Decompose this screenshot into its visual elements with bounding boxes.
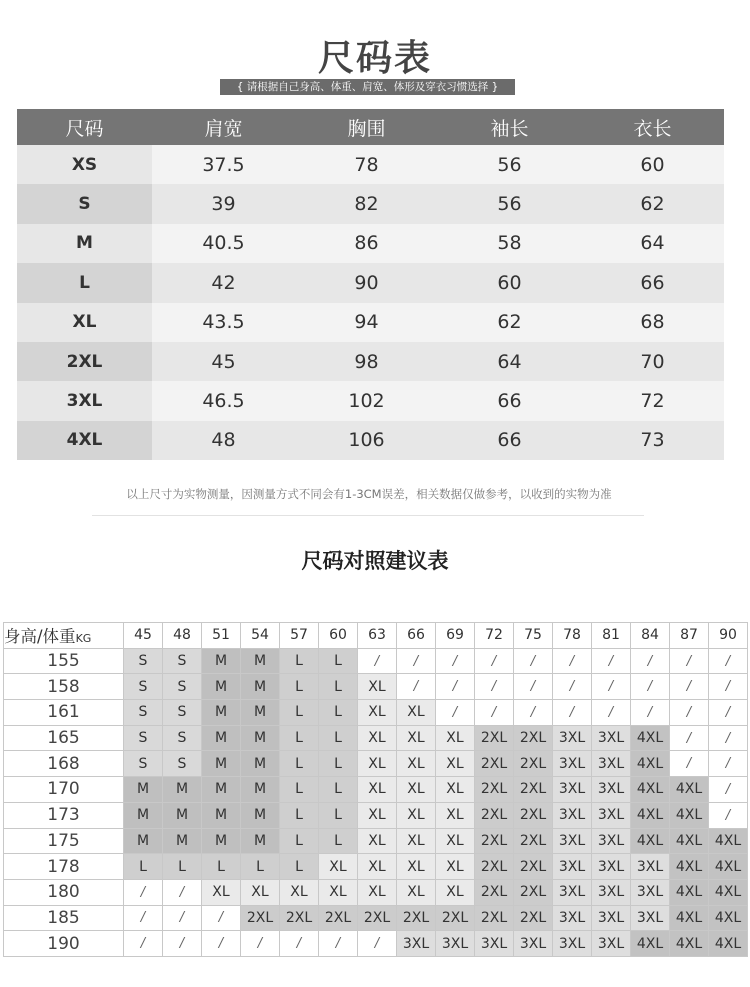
size-header-cell: 胸围 [295, 109, 438, 145]
size-suggestion-cell: M [124, 828, 163, 854]
size-suggestion-cell: L [280, 802, 319, 828]
size-suggestion-cell: 3XL [631, 854, 670, 880]
size-suggestion-cell: / [592, 674, 631, 700]
page-title: 尺码表 [317, 38, 432, 79]
size-suggestion-cell: / [202, 931, 241, 957]
measurement-cell: 60 [581, 145, 724, 184]
table-row [17, 145, 724, 184]
size-suggestion-cell: XL [397, 751, 436, 777]
size-suggestion-cell: M [241, 648, 280, 674]
height-cell: 185 [4, 905, 124, 931]
size-suggestion-cell: / [670, 648, 709, 674]
measurement-cell: 37.5 [152, 145, 295, 184]
size-recommendation-table [3, 622, 748, 957]
size-suggestion-cell: M [241, 751, 280, 777]
table-row [17, 224, 724, 263]
size-suggestion-cell: / [397, 674, 436, 700]
size-suggestion-cell: / [709, 674, 748, 700]
size-suggestion-cell: 3XL [553, 725, 592, 751]
size-suggestion-cell: S [163, 725, 202, 751]
size-chart-table [17, 109, 724, 460]
measurement-cell: 62 [581, 184, 724, 223]
size-suggestion-cell: / [358, 648, 397, 674]
table-row [4, 700, 748, 726]
height-cell: 175 [4, 828, 124, 854]
size-suggestion-cell: S [124, 725, 163, 751]
size-suggestion-cell: / [631, 648, 670, 674]
size-suggestion-cell: M [202, 648, 241, 674]
table-row [4, 725, 748, 751]
size-suggestion-cell: / [670, 725, 709, 751]
size-suggestion-cell: M [163, 828, 202, 854]
size-suggestion-cell: M [124, 802, 163, 828]
size-suggestion-cell: 2XL [475, 828, 514, 854]
size-suggestion-cell: XL [358, 879, 397, 905]
size-suggestion-cell: / [319, 931, 358, 957]
measurement-cell: 78 [295, 145, 438, 184]
size-suggestion-cell: / [631, 674, 670, 700]
size-suggestion-cell: M [241, 725, 280, 751]
table-row [4, 802, 748, 828]
size-suggestion-cell: 2XL [514, 879, 553, 905]
size-suggestion-cell: / [709, 751, 748, 777]
measurement-cell: 73 [581, 421, 724, 460]
weight-header-cell: 66 [397, 623, 436, 649]
size-suggestion-cell: 3XL [397, 931, 436, 957]
size-suggestion-cell: XL [436, 879, 475, 905]
size-suggestion-cell: 3XL [436, 931, 475, 957]
table-row [17, 263, 724, 302]
size-suggestion-cell: S [163, 700, 202, 726]
size-suggestion-cell: XL [358, 700, 397, 726]
measurement-cell: 56 [438, 184, 581, 223]
size-suggestion-cell: 4XL [670, 854, 709, 880]
size-suggestion-cell: / [592, 700, 631, 726]
size-suggestion-cell: XL [436, 802, 475, 828]
size-suggestion-cell: / [709, 777, 748, 803]
size-suggestion-cell: / [163, 879, 202, 905]
size-suggestion-cell: L [280, 674, 319, 700]
size-suggestion-cell: / [709, 802, 748, 828]
size-suggestion-cell: L [280, 828, 319, 854]
size-label-cell: XL [17, 303, 152, 342]
size-suggestion-cell: XL [358, 854, 397, 880]
size-suggestion-cell: S [124, 700, 163, 726]
size-suggestion-cell: XL [397, 777, 436, 803]
measurement-cell: 58 [438, 224, 581, 263]
size-suggestion-cell: 2XL [358, 905, 397, 931]
size-suggestion-cell: / [436, 648, 475, 674]
measurement-cell: 39 [152, 184, 295, 223]
measurement-cell: 68 [581, 303, 724, 342]
size-suggestion-cell: S [124, 751, 163, 777]
size-suggestion-cell: L [241, 854, 280, 880]
weight-header-cell: 54 [241, 623, 280, 649]
size-suggestion-cell: M [202, 802, 241, 828]
size-suggestion-cell: 2XL [280, 905, 319, 931]
size-suggestion-cell: / [280, 931, 319, 957]
table-row [17, 184, 724, 223]
size-suggestion-cell: L [280, 648, 319, 674]
size-suggestion-cell: XL [202, 879, 241, 905]
table-row [4, 854, 748, 880]
size-suggestion-cell: 3XL [592, 777, 631, 803]
size-suggestion-cell: 4XL [709, 879, 748, 905]
size-suggestion-cell: 3XL [592, 751, 631, 777]
size-suggestion-cell: XL [397, 828, 436, 854]
table-row [17, 342, 724, 381]
size-suggestion-cell: XL [358, 751, 397, 777]
size-suggestion-cell: 4XL [709, 828, 748, 854]
size-suggestion-cell: 3XL [553, 931, 592, 957]
measurement-cell: 98 [295, 342, 438, 381]
height-cell: 180 [4, 879, 124, 905]
size-header-cell: 衣长 [581, 109, 724, 145]
table-row [4, 648, 748, 674]
weight-header-cell: 48 [163, 623, 202, 649]
size-suggestion-cell: 2XL [319, 905, 358, 931]
size-suggestion-cell: / [709, 700, 748, 726]
table-row [17, 381, 724, 420]
size-suggestion-cell: 3XL [553, 828, 592, 854]
size-suggestion-cell: / [358, 931, 397, 957]
size-header-cell: 袖长 [438, 109, 581, 145]
size-suggestion-cell: 2XL [514, 777, 553, 803]
size-suggestion-cell: / [709, 648, 748, 674]
size-suggestion-cell: 3XL [592, 828, 631, 854]
size-suggestion-cell: 2XL [397, 905, 436, 931]
size-suggestion-cell: / [202, 905, 241, 931]
size-suggestion-cell: S [124, 648, 163, 674]
size-suggestion-cell: L [124, 854, 163, 880]
size-suggestion-cell: L [319, 751, 358, 777]
size-suggestion-cell: 3XL [592, 854, 631, 880]
size-suggestion-cell: / [475, 648, 514, 674]
size-suggestion-cell: M [241, 802, 280, 828]
table-row [17, 303, 724, 342]
size-suggestion-cell: M [202, 751, 241, 777]
measurement-cell: 60 [438, 263, 581, 302]
size-label-cell: 4XL [17, 421, 152, 460]
size-suggestion-cell: 2XL [436, 905, 475, 931]
recommend-title: 尺码对照建议表 [301, 548, 449, 573]
size-suggestion-cell: 3XL [592, 931, 631, 957]
measurement-cell: 106 [295, 421, 438, 460]
measurement-cell: 42 [152, 263, 295, 302]
size-suggestion-cell: M [241, 674, 280, 700]
size-suggestion-cell: / [553, 674, 592, 700]
measurement-cell: 66 [438, 381, 581, 420]
size-suggestion-cell: 2XL [475, 751, 514, 777]
measurement-cell: 90 [295, 263, 438, 302]
measurement-cell: 102 [295, 381, 438, 420]
size-suggestion-cell: L [280, 854, 319, 880]
size-suggestion-cell: XL [436, 777, 475, 803]
height-cell: 168 [4, 751, 124, 777]
size-suggestion-cell: L [319, 648, 358, 674]
size-suggestion-cell: L [319, 828, 358, 854]
size-suggestion-cell: 2XL [514, 751, 553, 777]
size-suggestion-cell: XL [436, 725, 475, 751]
size-suggestion-cell: 4XL [670, 879, 709, 905]
size-suggestion-cell: 4XL [670, 777, 709, 803]
size-suggestion-cell: 2XL [475, 854, 514, 880]
size-suggestion-cell: L [202, 854, 241, 880]
measurement-cell: 40.5 [152, 224, 295, 263]
size-suggestion-cell: 3XL [553, 879, 592, 905]
height-cell: 158 [4, 674, 124, 700]
size-suggestion-cell: L [163, 854, 202, 880]
table-row [4, 751, 748, 777]
size-suggestion-cell: XL [358, 828, 397, 854]
size-suggestion-cell: L [319, 674, 358, 700]
size-suggestion-cell: 4XL [631, 828, 670, 854]
divider [92, 515, 644, 516]
size-suggestion-cell: 4XL [631, 931, 670, 957]
size-suggestion-cell: XL [358, 777, 397, 803]
size-suggestion-cell: L [319, 700, 358, 726]
size-suggestion-cell: 2XL [475, 725, 514, 751]
size-suggestion-cell: / [514, 648, 553, 674]
size-suggestion-cell: 3XL [631, 879, 670, 905]
size-suggestion-cell: / [397, 648, 436, 674]
size-chart-header [17, 109, 724, 145]
size-label-cell: L [17, 263, 152, 302]
measurement-cell: 46.5 [152, 381, 295, 420]
size-suggestion-cell: 2XL [514, 802, 553, 828]
table-row [4, 777, 748, 803]
size-suggestion-cell: 4XL [670, 931, 709, 957]
size-header-cell: 肩宽 [152, 109, 295, 145]
size-suggestion-cell: S [163, 751, 202, 777]
size-suggestion-cell: XL [436, 751, 475, 777]
size-suggestion-cell: 2XL [475, 777, 514, 803]
size-suggestion-cell: 4XL [631, 777, 670, 803]
size-suggestion-cell: XL [358, 674, 397, 700]
size-suggestion-cell: 2XL [514, 854, 553, 880]
size-suggestion-cell: 3XL [553, 905, 592, 931]
size-label-cell: 3XL [17, 381, 152, 420]
size-suggestion-cell: / [670, 700, 709, 726]
size-suggestion-cell: / [631, 700, 670, 726]
measurement-cell: 82 [295, 184, 438, 223]
weight-header-cell: 75 [514, 623, 553, 649]
size-suggestion-cell: 2XL [475, 905, 514, 931]
size-suggestion-cell: 3XL [592, 725, 631, 751]
size-suggestion-cell: L [280, 751, 319, 777]
size-suggestion-cell: / [124, 931, 163, 957]
size-suggestion-cell: 4XL [709, 931, 748, 957]
size-suggestion-cell: / [709, 725, 748, 751]
size-suggestion-cell: L [280, 725, 319, 751]
weight-header-cell: 90 [709, 623, 748, 649]
size-suggestion-cell: 3XL [592, 802, 631, 828]
size-header-cell: 尺码 [17, 109, 152, 145]
height-cell: 170 [4, 777, 124, 803]
weight-header-cell: 63 [358, 623, 397, 649]
size-suggestion-cell: 4XL [709, 854, 748, 880]
size-suggestion-cell: M [241, 828, 280, 854]
measurement-cell: 56 [438, 145, 581, 184]
size-suggestion-cell: / [124, 905, 163, 931]
size-label-cell: M [17, 224, 152, 263]
size-suggestion-cell: 4XL [670, 905, 709, 931]
size-suggestion-cell: 3XL [553, 751, 592, 777]
size-label-cell: XS [17, 145, 152, 184]
size-suggestion-cell: XL [436, 828, 475, 854]
height-cell: 190 [4, 931, 124, 957]
size-suggestion-cell: 2XL [514, 905, 553, 931]
size-suggestion-cell: 4XL [670, 828, 709, 854]
size-suggestion-cell: 4XL [709, 905, 748, 931]
height-cell: 178 [4, 854, 124, 880]
weight-header-cell: 57 [280, 623, 319, 649]
size-suggestion-cell: / [475, 674, 514, 700]
size-suggestion-cell: 3XL [553, 854, 592, 880]
size-suggestion-cell: L [319, 725, 358, 751]
size-suggestion-cell: / [163, 905, 202, 931]
size-suggestion-cell: M [202, 700, 241, 726]
page-subtitle: { 请根据自己身高、体重、肩宽、体形及穿衣习惯选择 } [220, 79, 515, 95]
height-weight-header [4, 623, 124, 649]
size-suggestion-cell: / [670, 674, 709, 700]
size-suggestion-cell: XL [397, 879, 436, 905]
size-suggestion-cell: M [202, 828, 241, 854]
size-suggestion-cell: / [553, 700, 592, 726]
measurement-cell: 45 [152, 342, 295, 381]
size-suggestion-cell: 2XL [514, 725, 553, 751]
recommend-header-row [4, 623, 748, 649]
table-row [17, 421, 724, 460]
weight-header-cell: 81 [592, 623, 631, 649]
size-suggestion-cell: M [241, 700, 280, 726]
size-suggestion-cell: M [163, 777, 202, 803]
size-suggestion-cell: 4XL [670, 802, 709, 828]
size-suggestion-cell: 3XL [514, 931, 553, 957]
measurement-cell: 64 [581, 224, 724, 263]
size-suggestion-cell: XL [358, 725, 397, 751]
weight-header-cell: 69 [436, 623, 475, 649]
weight-header-cell: 84 [631, 623, 670, 649]
measurement-cell: 64 [438, 342, 581, 381]
size-suggestion-cell: 3XL [592, 879, 631, 905]
measurement-cell: 70 [581, 342, 724, 381]
size-suggestion-cell: L [280, 700, 319, 726]
table-row [4, 828, 748, 854]
size-suggestion-cell: / [514, 700, 553, 726]
size-suggestion-cell: XL [319, 879, 358, 905]
weight-header-cell: 78 [553, 623, 592, 649]
size-suggestion-cell: XL [241, 879, 280, 905]
size-suggestion-cell: XL [358, 802, 397, 828]
size-suggestion-cell: / [592, 648, 631, 674]
table-row [4, 674, 748, 700]
size-suggestion-cell: / [670, 751, 709, 777]
size-suggestion-cell: / [436, 700, 475, 726]
size-suggestion-cell: 2XL [514, 828, 553, 854]
size-suggestion-cell: 3XL [592, 905, 631, 931]
height-cell: 173 [4, 802, 124, 828]
weight-unit: KG [75, 632, 92, 646]
measurement-cell: 72 [581, 381, 724, 420]
size-suggestion-cell: M [241, 777, 280, 803]
size-suggestion-cell: / [475, 700, 514, 726]
size-suggestion-cell: XL [319, 854, 358, 880]
size-suggestion-cell: 4XL [631, 802, 670, 828]
size-suggestion-cell: / [436, 674, 475, 700]
size-suggestion-cell: XL [280, 879, 319, 905]
size-suggestion-cell: XL [436, 854, 475, 880]
size-suggestion-cell: M [202, 725, 241, 751]
measurement-cell: 48 [152, 421, 295, 460]
size-suggestion-cell: 3XL [553, 802, 592, 828]
height-weight-label: 身高/体重 [4, 627, 76, 647]
size-suggestion-cell: XL [397, 802, 436, 828]
size-label-cell: 2XL [17, 342, 152, 381]
measurement-cell: 94 [295, 303, 438, 342]
size-suggestion-cell: 2XL [475, 802, 514, 828]
size-suggestion-cell: / [241, 931, 280, 957]
size-suggestion-cell: 3XL [631, 905, 670, 931]
table-row [4, 931, 748, 957]
weight-header-cell: 60 [319, 623, 358, 649]
size-suggestion-cell: M [202, 777, 241, 803]
size-suggestion-cell: 2XL [475, 879, 514, 905]
size-suggestion-cell: XL [397, 725, 436, 751]
size-suggestion-cell: 4XL [631, 751, 670, 777]
measurement-cell: 62 [438, 303, 581, 342]
size-suggestion-cell: 3XL [475, 931, 514, 957]
weight-header-cell: 45 [124, 623, 163, 649]
size-suggestion-cell: / [124, 879, 163, 905]
size-suggestion-cell: / [514, 674, 553, 700]
size-suggestion-cell: L [280, 777, 319, 803]
size-suggestion-cell: / [163, 931, 202, 957]
size-suggestion-cell: S [163, 648, 202, 674]
size-suggestion-cell: M [124, 777, 163, 803]
height-cell: 161 [4, 700, 124, 726]
measurement-note: 以上尺寸为实物测量，因测量方式不同会有1-3CM误差，相关数据仅做参考，以收到的实物为准 [126, 487, 612, 501]
size-label-cell: S [17, 184, 152, 223]
size-suggestion-cell: 4XL [631, 725, 670, 751]
measurement-cell: 66 [581, 263, 724, 302]
size-suggestion-cell: / [553, 648, 592, 674]
size-suggestion-cell: L [319, 777, 358, 803]
size-suggestion-cell: S [163, 674, 202, 700]
measurement-cell: 43.5 [152, 303, 295, 342]
table-row [4, 905, 748, 931]
size-suggestion-cell: L [319, 802, 358, 828]
height-cell: 155 [4, 648, 124, 674]
weight-header-cell: 87 [670, 623, 709, 649]
measurement-cell: 86 [295, 224, 438, 263]
size-suggestion-cell: 2XL [241, 905, 280, 931]
size-suggestion-cell: M [202, 674, 241, 700]
size-suggestion-cell: S [124, 674, 163, 700]
height-cell: 165 [4, 725, 124, 751]
size-suggestion-cell: 3XL [553, 777, 592, 803]
table-row [4, 879, 748, 905]
weight-header-cell: 51 [202, 623, 241, 649]
measurement-cell: 66 [438, 421, 581, 460]
size-suggestion-cell: M [163, 802, 202, 828]
size-suggestion-cell: XL [397, 700, 436, 726]
weight-header-cell: 72 [475, 623, 514, 649]
size-suggestion-cell: XL [397, 854, 436, 880]
